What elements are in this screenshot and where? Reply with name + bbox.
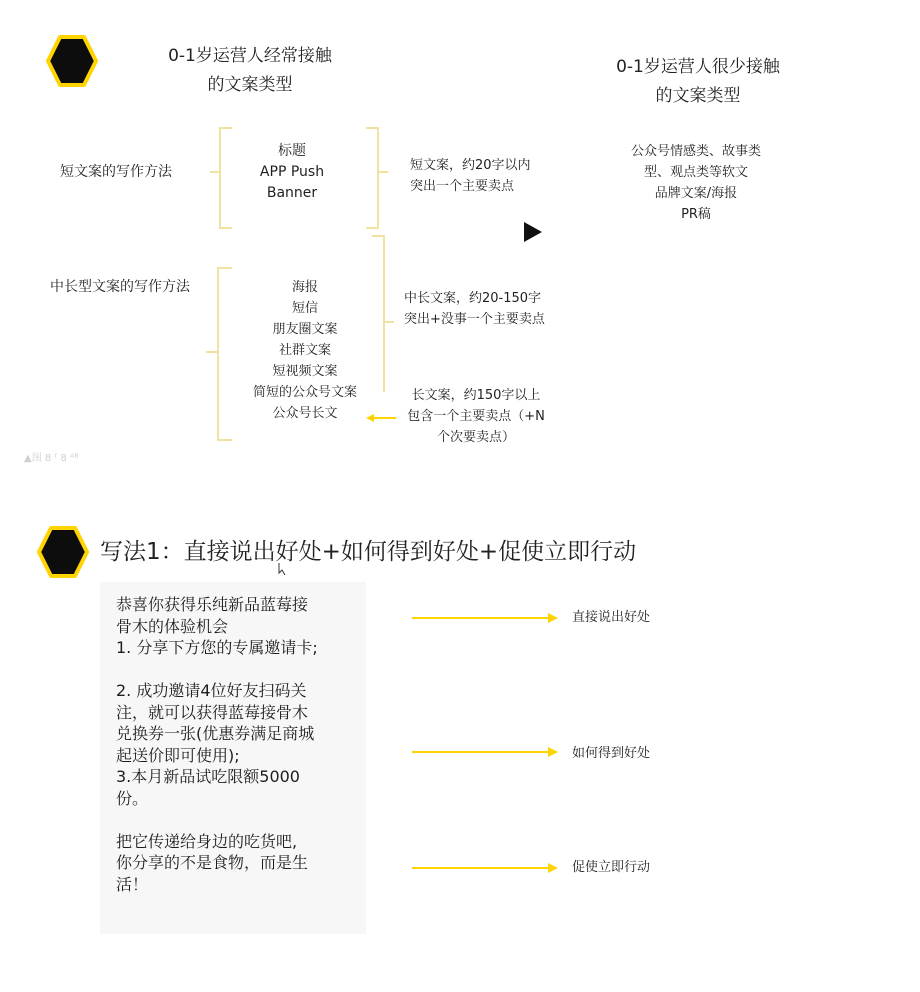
short-bracket-left: [210, 128, 232, 228]
mid-method-label: 中长型文案的写作方法: [50, 279, 190, 295]
play-icon: [524, 222, 542, 242]
faint-label: ▲图 8 ᶠ 8 ᴬᴮ: [24, 453, 79, 464]
mid-desc: 中长文案，约20-150字 突出+没事一个主要卖点: [404, 291, 545, 327]
long-desc: 长文案，约150字以上 包含一个主要卖点（+N 个次要卖点）: [407, 388, 545, 445]
short-items: 标题 APP Push Banner: [259, 143, 325, 201]
label-act-now: 促使立即行动: [572, 860, 651, 875]
section2-title: 写法1：直接说出好处+如何得到好处+促使立即行动: [100, 539, 637, 565]
right-title: 0-1岁运营人很少接触 的文案类型: [616, 57, 780, 106]
short-method-label: 短文案的写作方法: [60, 164, 172, 180]
mid-items: 海报 短信 朋友圈文案 社群文案 短视频文案 简短的公众号文案 公众号长文: [252, 280, 357, 421]
mid-bracket-left: [206, 268, 232, 440]
mid-bracket-right: [372, 236, 394, 392]
right-items: 公众号情感类、故事类 型、观点类等软文 品牌文案/海报 PR稿: [630, 144, 761, 222]
short-bracket-right: [366, 128, 388, 228]
message-card: 恭喜你获得乐纯新品蓝莓接 骨木的体验机会 1. 分享下方您的专属邀请卡; 2. 成功邀请4位好友扫码关 注，就可以获得蓝莓接骨木 兑换券一张(优惠券满足商城 起送价即可使用); 3.本月新品试吃限额5000 份。 把它传递给身边的吃货吧, 你分享的不是食物，而是生 活！: [100, 582, 366, 934]
left-title: 0-1岁运营人经常接触 的文案类型: [168, 46, 332, 95]
label-direct-benefit: 直接说出好处: [572, 610, 651, 625]
short-desc: 短文案，约20字以内 突出一个主要卖点: [410, 158, 531, 194]
label-how-to-get: 如何得到好处: [572, 746, 651, 761]
